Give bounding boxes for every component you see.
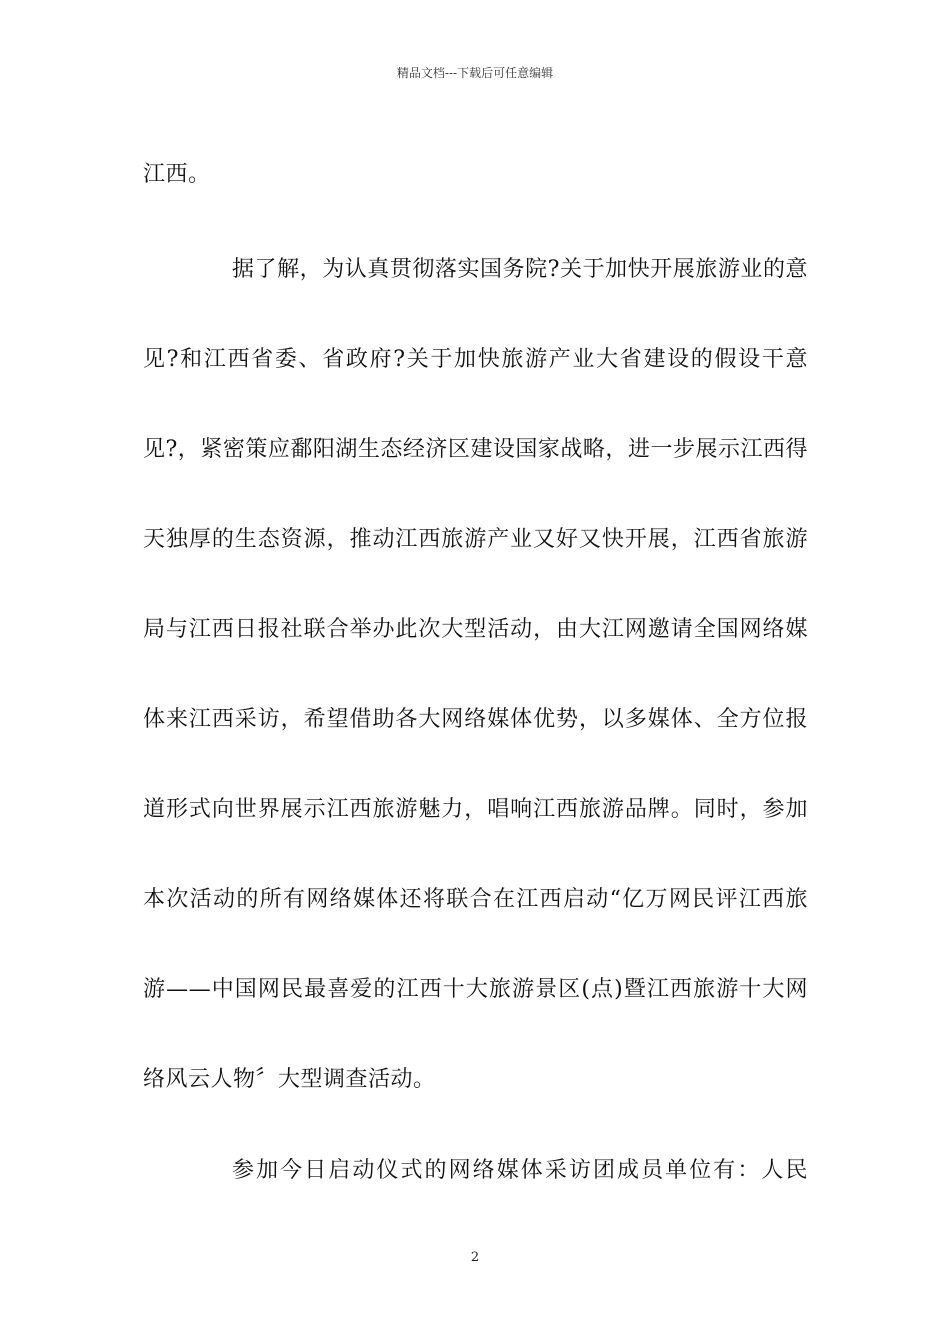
body-line-7: 体来江西采访，希望借助各大网络媒体优势，以多媒体、全方位报 <box>143 707 808 732</box>
page-header: 精品文档---下载后可任意编辑 <box>396 66 554 80</box>
body-line-4: 见?，紧密策应鄱阳湖生态经济区建设国家战略，进一步展示江西得 <box>143 437 808 462</box>
body-line-8: 道形式向世界展示江西旅游魅力，唱响江西旅游品牌。同时，参加 <box>143 797 808 822</box>
body-line-5: 天独厚的生态资源，推动江西旅游产业又好又快开展，江西省旅游 <box>143 527 808 552</box>
body-line-12: 参加今日启动仪式的网络媒体采访团成员单位有：人民 <box>232 1158 808 1183</box>
body-line-10: 游——中国网民最喜爱的江西十大旅游景区(点)暨江西旅游十大网 <box>143 977 808 1002</box>
body-line-6: 局与江西日报社联合举办此次大型活动，由大江网邀请全国网络媒 <box>143 617 808 642</box>
body-line-9: 本次活动的所有网络媒体还将联合在江西启动“亿万网民评江西旅 <box>143 887 808 912</box>
body-line-1: 江西。 <box>143 162 211 187</box>
page-number: 2 <box>470 1250 480 1265</box>
body-line-3: 见?和江西省委、省政府?关于加快旅游产业大省建设的假设干意 <box>143 347 808 372</box>
body-line-2: 据了解，为认真贯彻落实国务院?关于加快开展旅游业的意 <box>232 257 808 282</box>
body-line-11: 络风云人物〞大型调查活动。 <box>143 1067 436 1092</box>
